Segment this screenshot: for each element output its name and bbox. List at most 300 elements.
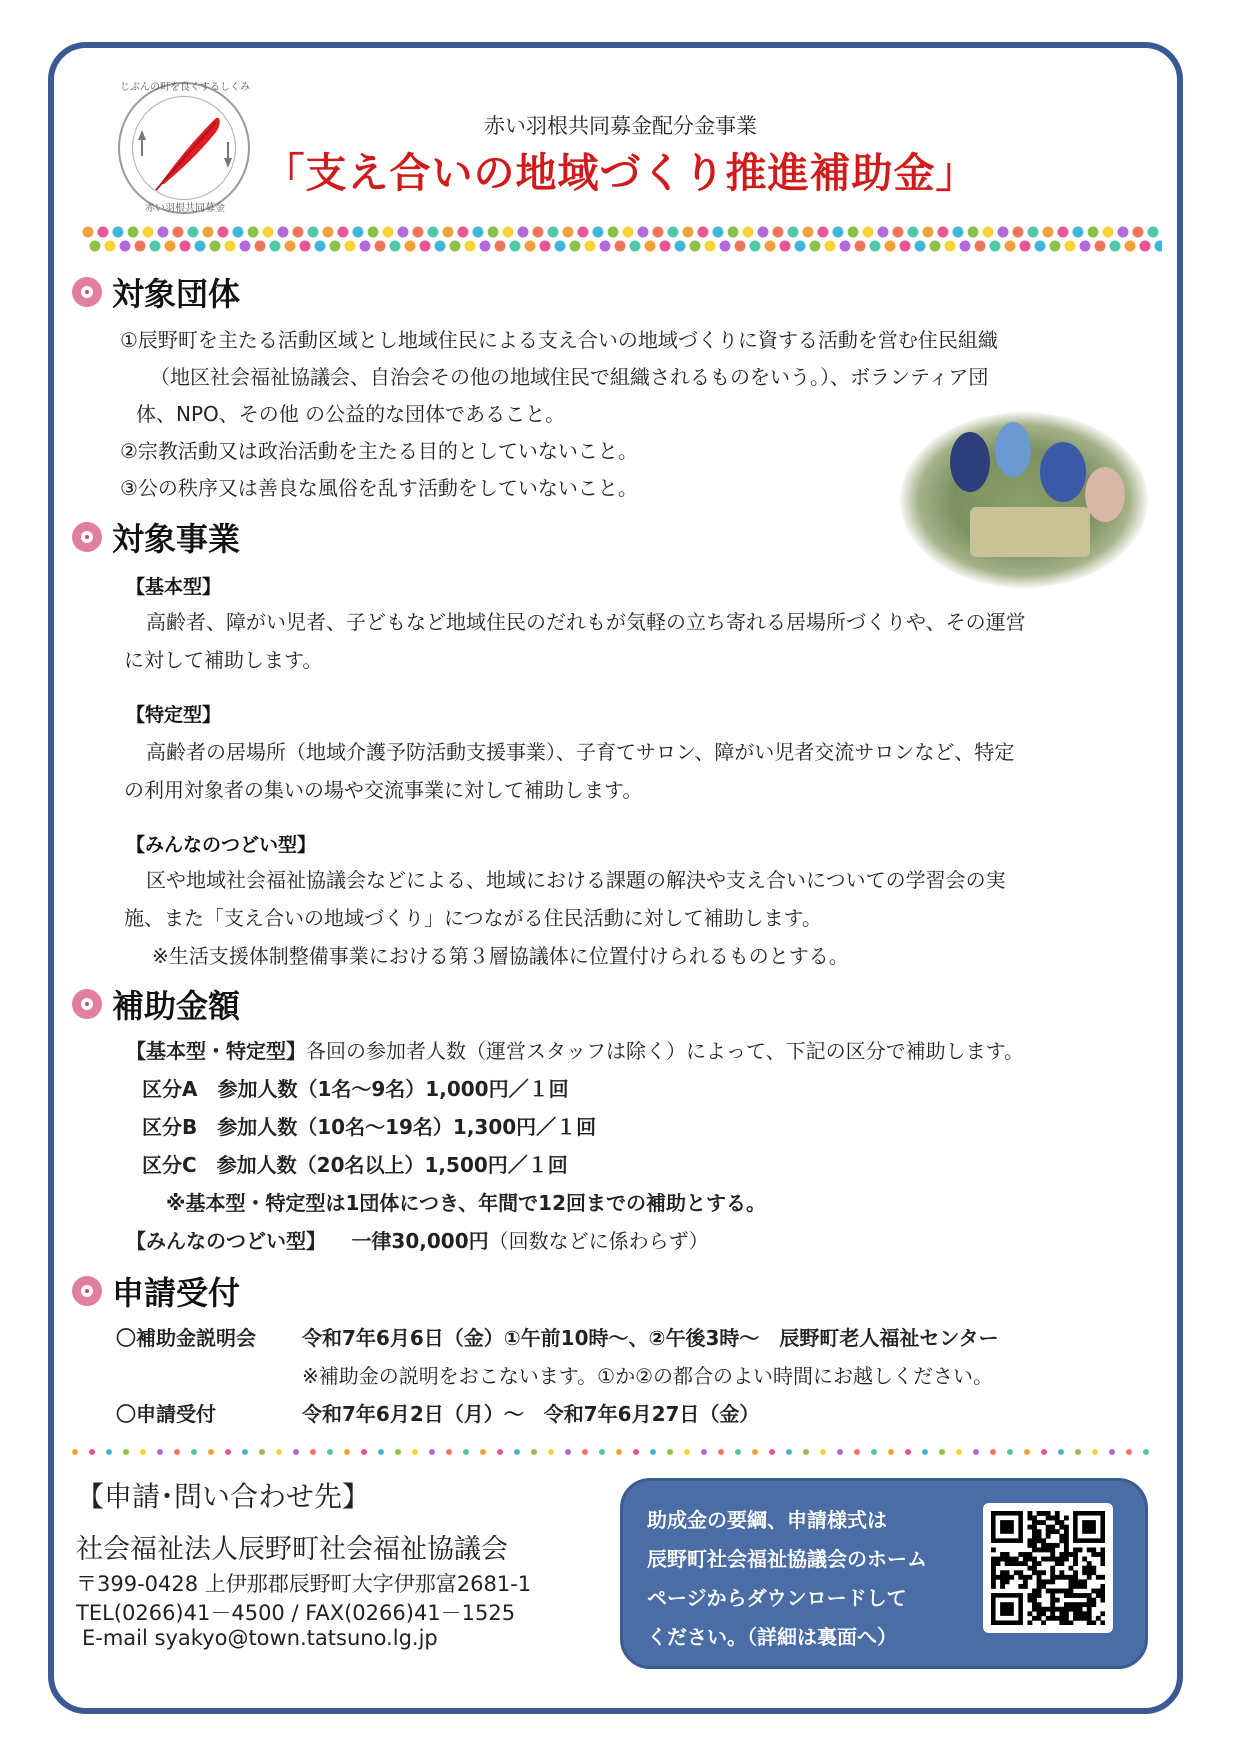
decorative-dot	[1092, 1449, 1098, 1455]
qr-module	[1064, 1602, 1069, 1607]
qr-module	[1023, 1575, 1028, 1580]
qr-module	[1073, 1575, 1078, 1580]
decorative-dot	[413, 227, 424, 238]
decorative-dot	[983, 227, 994, 238]
decorative-dot	[293, 227, 304, 238]
photo-person	[1085, 467, 1125, 522]
decorative-dot	[345, 241, 356, 252]
decorative-dot	[786, 1449, 792, 1455]
decorative-dot	[1155, 241, 1163, 252]
qr-module	[1032, 1593, 1037, 1598]
qr-module	[1050, 1589, 1055, 1594]
qr-module	[991, 1547, 996, 1552]
qr-module	[1055, 1543, 1060, 1548]
qr-module	[1078, 1616, 1083, 1621]
subsidy-basic-specific	[126, 1037, 1024, 1065]
decorative-dot	[465, 241, 476, 252]
decorative-dot	[720, 241, 731, 252]
qr-module	[1050, 1593, 1055, 1598]
decorative-dot	[690, 241, 701, 252]
decorative-dot	[854, 1449, 860, 1455]
qr-code-icon	[991, 1511, 1105, 1625]
decorative-dot	[210, 241, 221, 252]
qr-module	[1087, 1547, 1092, 1552]
decorative-dot	[623, 227, 634, 238]
decorative-dot	[128, 227, 139, 238]
decorative-dot	[510, 241, 521, 252]
subsidy-basic-specific-text: 各回の参加者人数（運営スタッフは除く）によって、下記の区分で補助します。	[306, 1039, 1024, 1063]
decorative-dot	[255, 241, 266, 252]
qr-module	[1082, 1602, 1087, 1607]
qr-module	[1073, 1607, 1078, 1612]
qr-module	[1059, 1525, 1064, 1530]
decorative-dot	[905, 1449, 911, 1455]
decorative-dot	[870, 241, 881, 252]
decorative-dot	[428, 227, 439, 238]
qr-module	[1091, 1602, 1096, 1607]
decorative-dot-divider	[70, 1446, 1160, 1458]
apply-label: 〇申請受付	[116, 1402, 216, 1426]
qr-module	[1005, 1579, 1010, 1584]
decorative-dot	[1118, 227, 1129, 238]
decorative-dot	[930, 241, 941, 252]
qr-module	[1005, 1552, 1010, 1557]
qr-module	[1032, 1520, 1037, 1525]
qr-module	[1100, 1557, 1105, 1562]
qr-module	[1055, 1589, 1060, 1594]
qr-module	[1032, 1525, 1037, 1530]
decorative-dot	[270, 241, 281, 252]
qr-module	[1018, 1584, 1023, 1589]
qr-module	[1064, 1557, 1069, 1562]
qr-module	[1041, 1511, 1046, 1516]
qr-module	[1046, 1616, 1051, 1621]
flower-icon	[72, 1276, 102, 1306]
qr-module	[1100, 1561, 1105, 1566]
qr-module	[1032, 1534, 1037, 1539]
qr-module	[1046, 1529, 1051, 1534]
decorative-dot	[120, 241, 131, 252]
qr-module	[1046, 1607, 1051, 1612]
qr-module	[1055, 1561, 1060, 1566]
qr-module	[1055, 1511, 1060, 1516]
qr-module	[1037, 1520, 1042, 1525]
qr-module	[1087, 1570, 1092, 1575]
decorative-dot	[225, 241, 236, 252]
qr-module	[1000, 1579, 1005, 1584]
decorative-dot	[675, 241, 686, 252]
decorative-dot	[1043, 227, 1054, 238]
decorative-dot	[923, 227, 934, 238]
download-info-line: ください。（詳細は裏面へ）	[647, 1625, 897, 1649]
decorative-dot	[173, 227, 184, 238]
decorative-dot	[593, 227, 604, 238]
decorative-dot	[143, 227, 154, 238]
decorative-dot	[1007, 1449, 1013, 1455]
decorative-dot	[188, 227, 199, 238]
target-group-line: ①辰野町を主たる活動区域とし地域住民による支え合いの地域づくりに資する活動を営む住民組織	[120, 328, 998, 352]
decorative-dot	[1005, 241, 1016, 252]
decorative-dot	[458, 227, 469, 238]
decorative-dot	[968, 227, 979, 238]
decorative-dot	[525, 241, 536, 252]
decorative-dot	[939, 1449, 945, 1455]
qr-module	[1100, 1584, 1105, 1589]
photo-table	[970, 507, 1090, 557]
decorative-dot	[990, 241, 1001, 252]
qr-module	[1050, 1543, 1055, 1548]
qr-module	[1059, 1557, 1064, 1562]
qr-module	[1050, 1607, 1055, 1612]
qr-module	[1000, 1557, 1005, 1562]
download-info-text	[647, 1501, 927, 1657]
qr-module	[1091, 1552, 1096, 1557]
minna-type-note: ※生活支援体制整備事業における第３層協議体に位置付けられるものとする。	[152, 944, 849, 968]
decorative-dot	[660, 241, 671, 252]
qr-module	[1032, 1529, 1037, 1534]
qr-module	[1078, 1611, 1083, 1616]
decorative-dot	[174, 1449, 180, 1455]
decorative-dot	[900, 241, 911, 252]
qr-module	[1073, 1547, 1078, 1552]
decorative-dot	[871, 1449, 877, 1455]
photo-person	[1040, 442, 1086, 502]
flower-icon	[72, 522, 102, 552]
section-heading: 対象事業	[112, 520, 241, 558]
qr-module	[1032, 1589, 1037, 1594]
decorative-dot	[540, 241, 551, 252]
decorative-dot	[398, 227, 409, 238]
decorative-dot	[578, 227, 589, 238]
qr-module	[1041, 1570, 1046, 1575]
decorative-dot	[405, 241, 416, 252]
photo-person	[950, 432, 990, 492]
qr-module	[1000, 1570, 1005, 1575]
decorative-dot	[615, 241, 626, 252]
qr-module	[1037, 1607, 1042, 1612]
qr-module	[1032, 1598, 1037, 1603]
qr-module	[1087, 1620, 1092, 1625]
decorative-dot	[1110, 241, 1121, 252]
qr-module	[1037, 1547, 1042, 1552]
flower-icon	[72, 277, 102, 307]
qr-module	[1073, 1584, 1078, 1589]
qr-module	[1050, 1547, 1055, 1552]
qr-module	[1064, 1589, 1069, 1594]
decorative-dot	[585, 241, 596, 252]
qr-module	[1041, 1538, 1046, 1543]
qr-module	[1078, 1579, 1083, 1584]
qr-finder-module	[1000, 1602, 1014, 1616]
minna-type-label: 【みんなのつどい型】	[126, 834, 317, 856]
decorative-dot	[1058, 227, 1069, 238]
qr-module	[1073, 1561, 1078, 1566]
subsidy-basic-specific-label: 【基本型・特定型】	[126, 1039, 306, 1063]
qr-module	[1050, 1566, 1055, 1571]
contact-org: 社会福祉法人辰野町社会福祉協議会	[76, 1534, 508, 1565]
decorative-dot	[233, 227, 244, 238]
qr-module	[1087, 1575, 1092, 1580]
decorative-dot	[276, 1449, 282, 1455]
qr-module	[1082, 1616, 1087, 1621]
subsidy-minna	[126, 1227, 709, 1255]
decorative-dot	[446, 1449, 452, 1455]
qr-module	[1050, 1557, 1055, 1562]
decorative-dot	[106, 1449, 112, 1455]
section-target-groups	[72, 272, 240, 312]
qr-module	[1059, 1620, 1064, 1625]
contact-tel-fax: TEL(0266)41－4500 / FAX(0266)41－1525	[76, 1601, 516, 1625]
qr-module	[1005, 1557, 1010, 1562]
specific-type-text: の利用対象者の集いの場や交流事業に対して補助します。	[124, 778, 643, 802]
subsidy-tier-a: 区分A 参加人数（1名～9名）1,000円／１回	[142, 1077, 569, 1101]
decorative-dot	[533, 227, 544, 238]
qr-module	[1023, 1561, 1028, 1566]
decorative-dot	[788, 227, 799, 238]
decorative-dot	[837, 1449, 843, 1455]
qr-module	[1078, 1547, 1083, 1552]
qr-module	[1082, 1557, 1087, 1562]
qr-module	[1014, 1570, 1019, 1575]
qr-module	[1037, 1529, 1042, 1534]
decorative-dot	[795, 241, 806, 252]
minna-type-text: 施、また「支え合いの地域づくり」につながる住民活動に対して補助します。	[124, 906, 822, 930]
decorative-dot	[953, 227, 964, 238]
qr-module	[996, 1561, 1001, 1566]
qr-module	[1037, 1589, 1042, 1594]
briefing-label: 〇補助金説明会	[116, 1326, 256, 1350]
decorative-dot	[368, 227, 379, 238]
decorative-dot	[158, 227, 169, 238]
decorative-dot	[157, 1449, 163, 1455]
contact-heading: 【申請･問い合わせ先】	[76, 1480, 371, 1513]
decorative-dot	[1020, 241, 1031, 252]
qr-module	[1100, 1547, 1105, 1552]
subsidy-tier-c: 区分C 参加人数（20名以上）1,500円／１回	[142, 1153, 568, 1177]
qr-module	[1064, 1552, 1069, 1557]
qr-module	[1064, 1616, 1069, 1621]
qr-module	[1073, 1552, 1078, 1557]
decorative-dot	[293, 1449, 299, 1455]
qr-module	[1037, 1616, 1042, 1621]
decorative-dot	[956, 1449, 962, 1455]
decorative-dot	[429, 1449, 435, 1455]
decorative-dot	[180, 241, 191, 252]
apply-period: 令和7年6月2日（月）～ 令和7年6月27日（金）	[302, 1402, 760, 1426]
decorative-dot	[803, 1449, 809, 1455]
decorative-dot	[645, 241, 656, 252]
download-info-line: 辰野町社会福祉協議会のホーム	[647, 1547, 927, 1571]
decorative-dot	[960, 241, 971, 252]
qr-module	[1000, 1552, 1005, 1557]
qr-code[interactable]	[983, 1503, 1113, 1633]
decorative-dot	[563, 227, 574, 238]
activity-photo	[900, 412, 1148, 588]
decorative-dot	[1075, 1449, 1081, 1455]
qr-module	[1091, 1598, 1096, 1603]
decorative-dot	[203, 227, 214, 238]
qr-module	[1073, 1602, 1078, 1607]
qr-module	[1087, 1593, 1092, 1598]
qr-module	[1059, 1589, 1064, 1594]
decorative-dot	[1126, 1449, 1132, 1455]
qr-module	[996, 1575, 1001, 1580]
page-title: 「支え合いの地域づくり推進補助金」	[263, 149, 978, 197]
qr-module	[1014, 1561, 1019, 1566]
decorative-dot	[1143, 1449, 1149, 1455]
qr-module	[1069, 1593, 1074, 1598]
qr-module	[1096, 1616, 1101, 1621]
qr-module	[1018, 1561, 1023, 1566]
qr-module	[1091, 1620, 1096, 1625]
decorative-dot	[165, 241, 176, 252]
qr-module	[1059, 1520, 1064, 1525]
subsidy-minna-note: （回数などに係わらず）	[488, 1229, 709, 1253]
qr-module	[1091, 1566, 1096, 1571]
decorative-dot	[435, 241, 446, 252]
qr-module	[1069, 1589, 1074, 1594]
qr-module	[1000, 1575, 1005, 1580]
qr-module	[1041, 1543, 1046, 1548]
qr-module	[1100, 1575, 1105, 1580]
qr-module	[1087, 1561, 1092, 1566]
decorative-dot	[1035, 241, 1046, 252]
qr-module	[1069, 1607, 1074, 1612]
qr-module	[1091, 1570, 1096, 1575]
decorative-dot	[758, 227, 769, 238]
subsidy-minna-amount: 一律30,000円	[351, 1229, 489, 1253]
qr-module	[1064, 1593, 1069, 1598]
qr-module	[1059, 1616, 1064, 1621]
contact-address: 〒399-0428 上伊那郡辰野町大字伊那富2681-1	[76, 1572, 532, 1596]
decorative-dot	[582, 1449, 588, 1455]
decorative-dot	[1140, 241, 1151, 252]
qr-module	[1005, 1575, 1010, 1580]
decorative-dot	[518, 227, 529, 238]
decorative-dot	[855, 241, 866, 252]
decorative-dot	[300, 241, 311, 252]
qr-module	[1096, 1552, 1101, 1557]
qr-module	[1050, 1598, 1055, 1603]
qr-module	[1027, 1525, 1032, 1530]
qr-module	[1059, 1575, 1064, 1580]
target-group-line: ②宗教活動又は政治活動を主たる目的としていないこと。	[120, 439, 638, 463]
decorative-dot	[98, 227, 109, 238]
qr-module	[1078, 1593, 1083, 1598]
qr-module	[1027, 1598, 1032, 1603]
decorative-dot	[285, 241, 296, 252]
qr-module	[1037, 1575, 1042, 1580]
qr-module	[1064, 1611, 1069, 1616]
decorative-dot	[383, 227, 394, 238]
decorative-dot	[113, 227, 124, 238]
qr-module	[1005, 1561, 1010, 1566]
qr-module	[1027, 1543, 1032, 1548]
decorative-dot	[278, 227, 289, 238]
section-application	[72, 1271, 240, 1311]
qr-module	[1069, 1566, 1074, 1571]
qr-module	[1055, 1575, 1060, 1580]
decorative-dot	[531, 1449, 537, 1455]
qr-module	[1037, 1611, 1042, 1616]
section-heading: 申請受付	[112, 1274, 241, 1312]
qr-module	[1027, 1593, 1032, 1598]
decorative-dot	[1088, 227, 1099, 238]
contact-email: E-mail syakyo@town.tatsuno.lg.jp	[82, 1626, 438, 1650]
decorative-dot	[630, 241, 641, 252]
basic-type-text: 高齢者、障がい児者、子どもなど地域住民のだれもが気軽の立ち寄れる居場所づくりや、その運営	[146, 610, 1026, 634]
qr-module	[1027, 1611, 1032, 1616]
qr-module	[1037, 1511, 1042, 1516]
qr-module	[1037, 1534, 1042, 1539]
qr-module	[1037, 1584, 1042, 1589]
decorative-dot	[825, 241, 836, 252]
decorative-dot	[361, 1449, 367, 1455]
qr-module	[1027, 1557, 1032, 1562]
qr-module	[1005, 1570, 1010, 1575]
qr-module	[1055, 1516, 1060, 1521]
decorative-dot	[308, 227, 319, 238]
decorative-dot	[878, 227, 889, 238]
qr-module	[1064, 1538, 1069, 1543]
decorative-dot-border	[82, 225, 1162, 255]
decorative-dot	[570, 241, 581, 252]
decorative-dot	[713, 227, 724, 238]
qr-module	[1050, 1616, 1055, 1621]
download-info-line: 助成金の要綱、申請様式は	[647, 1508, 887, 1532]
decorative-dot	[412, 1449, 418, 1455]
decorative-dot	[218, 227, 229, 238]
qr-module	[1100, 1598, 1105, 1603]
decorative-dot	[473, 227, 484, 238]
decorative-dot	[973, 1449, 979, 1455]
decorative-dot	[616, 1449, 622, 1455]
qr-module	[1037, 1570, 1042, 1575]
decorative-dot	[327, 1449, 333, 1455]
qr-module	[1059, 1611, 1064, 1616]
decorative-dot	[735, 1449, 741, 1455]
decorative-dot	[1133, 227, 1144, 238]
qr-module	[1050, 1611, 1055, 1616]
qr-module	[1041, 1584, 1046, 1589]
qr-module	[1055, 1520, 1060, 1525]
qr-module	[1059, 1561, 1064, 1566]
qr-module	[1032, 1557, 1037, 1562]
decorative-dot	[135, 241, 146, 252]
decorative-dot	[1024, 1449, 1030, 1455]
decorative-dot	[863, 227, 874, 238]
decorative-dot	[600, 241, 611, 252]
briefing-text: 令和7年6月6日（金）①午前10時～、②午後3時～ 辰野町老人福祉センター	[302, 1326, 999, 1350]
decorative-dot	[463, 1449, 469, 1455]
decorative-dot	[908, 227, 919, 238]
decorative-dot	[123, 1449, 129, 1455]
decorative-dot	[698, 227, 709, 238]
decorative-dot	[259, 1449, 265, 1455]
target-group-line: （地区社会福祉協議会、自治会その他の地域住民で組織されるものをいう。）、ボランティア団	[150, 365, 989, 389]
qr-module	[1073, 1611, 1078, 1616]
subsidy-tier-b: 区分B 参加人数（10名～19名）1,300円／１回	[142, 1115, 597, 1139]
qr-module	[1055, 1557, 1060, 1562]
qr-module	[991, 1557, 996, 1562]
qr-module	[996, 1557, 1001, 1562]
qr-module	[1027, 1516, 1032, 1521]
decorative-dot	[503, 227, 514, 238]
decorative-dot	[743, 227, 754, 238]
decorative-dot	[514, 1449, 520, 1455]
decorative-dot	[1041, 1449, 1047, 1455]
qr-module	[991, 1566, 996, 1571]
